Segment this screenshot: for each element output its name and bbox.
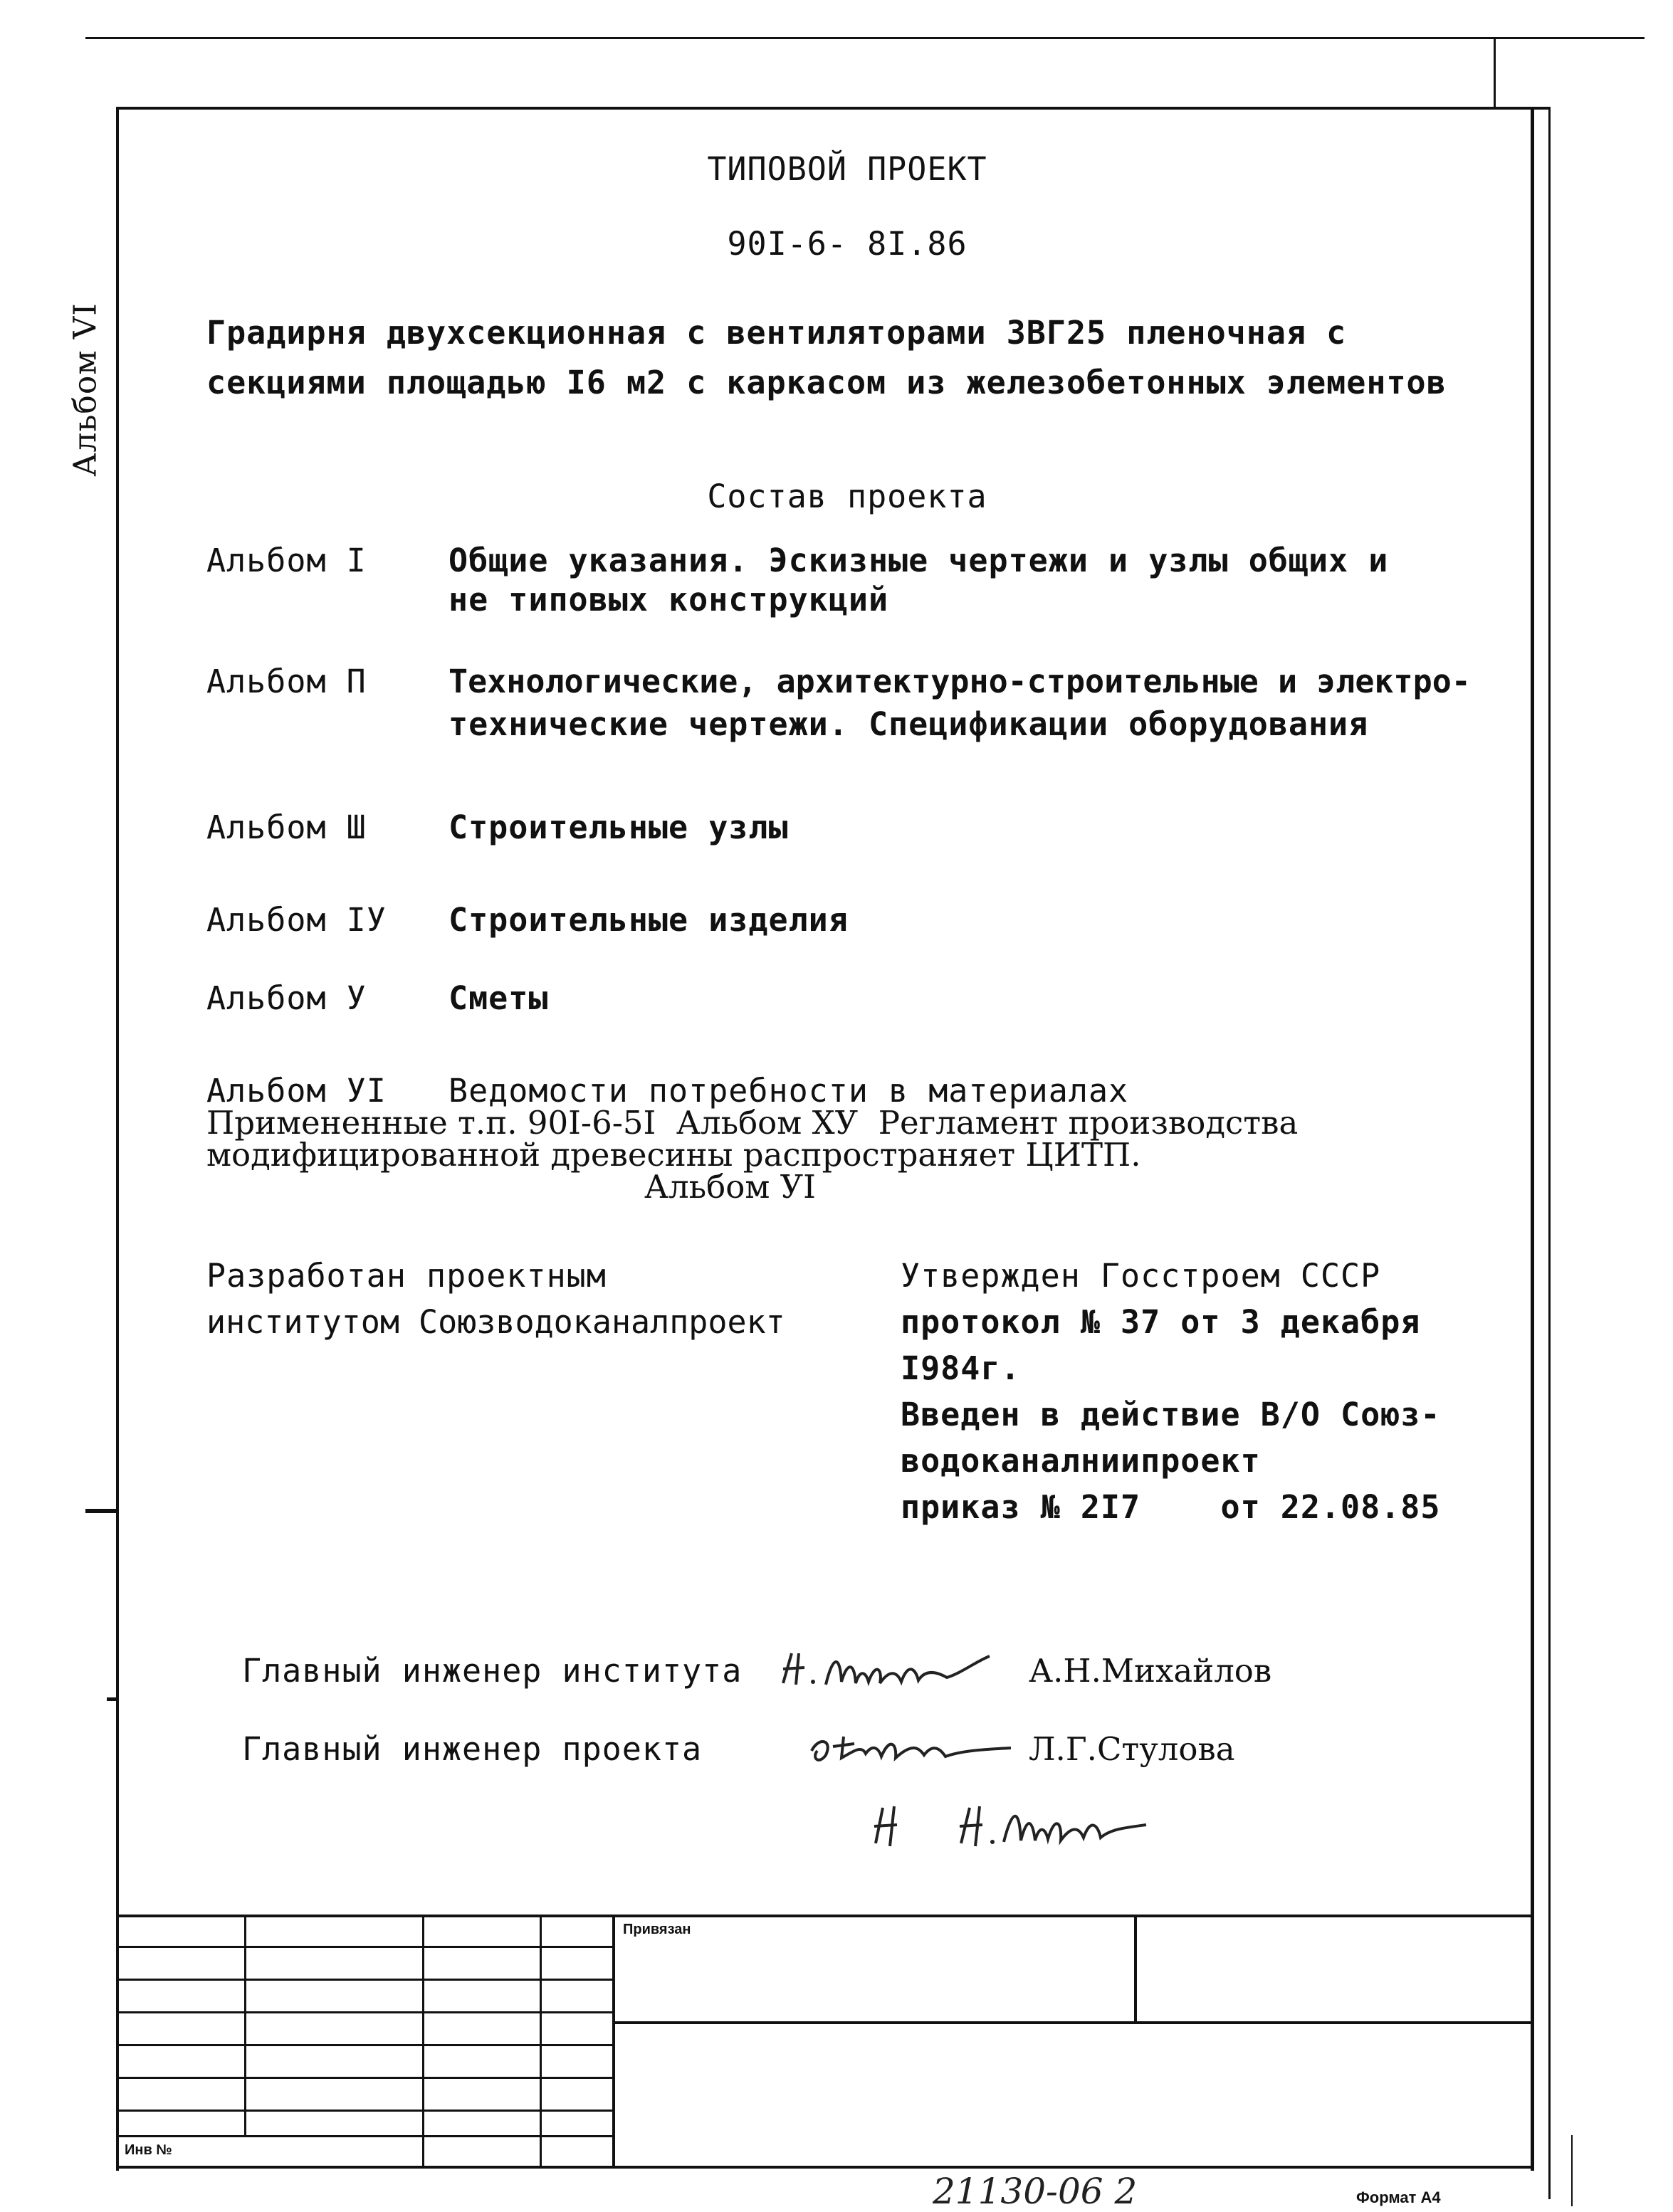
developer-line-1: Разработан проектным bbox=[206, 1257, 607, 1295]
composition-heading: Состав проекта bbox=[707, 478, 987, 515]
approval-line-4: Введен в действие В/О Союз- bbox=[901, 1396, 1441, 1433]
album-6-label: Альбом УI bbox=[206, 1072, 387, 1110]
signature-mikhailov bbox=[776, 1640, 1004, 1697]
album-1-line-1: Общие указания. Эскизные чертежи и узлы общих и bbox=[449, 542, 1389, 579]
album-2-label: Альбом П bbox=[206, 663, 367, 700]
description-line-1: Градирня двухсекционная с вентиляторами ЗВГ25 пленочная с bbox=[206, 314, 1347, 352]
album-5-line-1: Сметы bbox=[449, 979, 549, 1017]
frame-right bbox=[1531, 107, 1534, 2171]
frame-top bbox=[116, 107, 1551, 110]
margin-tick bbox=[107, 1697, 117, 1701]
album-2-line-1: Технологические, архитектурно-строительные и электро- bbox=[449, 663, 1471, 700]
project-code: 90I-6- 8I.86 bbox=[727, 225, 967, 263]
approval-line-5: водоканалниипроект bbox=[901, 1442, 1261, 1480]
approval-line-2: протокол № 37 от 3 декабря bbox=[901, 1303, 1421, 1341]
chief-project-label: Главный инженер проекта bbox=[242, 1730, 703, 1768]
chief-institute-name: А.Н.Михайлов bbox=[1029, 1652, 1272, 1690]
top-outer-line bbox=[85, 37, 1645, 39]
album-6-line-1: Ведомости потребности в материалах bbox=[449, 1072, 1129, 1110]
signature-extra bbox=[861, 1786, 1203, 1858]
developer-line-2: институтом Союзводоканалпроект bbox=[206, 1303, 785, 1341]
album-3-line-1: Строительные узлы bbox=[449, 809, 789, 846]
page-title: ТИПОВОЙ ПРОЕКТ bbox=[707, 150, 987, 188]
album-1-line-2: не типовых конструкций bbox=[449, 581, 889, 618]
stamp-privyazan-label: Привязан bbox=[623, 1922, 691, 1937]
album-4-line-1: Строительные изделия bbox=[449, 901, 849, 939]
description-line-2: секциями площадью I6 м2 с каркасом из железобетонных элементов bbox=[206, 364, 1447, 401]
note-line-3: Альбом УI bbox=[644, 1168, 816, 1206]
approval-line-6: приказ № 2I7 от 22.08.85 bbox=[901, 1488, 1441, 1526]
stamp-table bbox=[116, 1915, 1534, 2168]
frame-left bbox=[116, 107, 119, 2171]
album-1-label: Альбом I bbox=[206, 542, 367, 579]
approval-line-3: I984г. bbox=[901, 1349, 1021, 1387]
frame-right-outer bbox=[1548, 107, 1551, 2199]
note-line-2: модифицированной древесины распространяет ЦИТП. bbox=[206, 1136, 1141, 1174]
stamp-inv-label: Инв № bbox=[125, 2142, 172, 2158]
format-label: Формат А4 bbox=[1356, 2189, 1441, 2206]
approval-line-1: Утвержден Госстроем СССР bbox=[901, 1257, 1381, 1295]
margin-tick bbox=[85, 1509, 117, 1513]
album-3-label: Альбом Ш bbox=[206, 809, 367, 846]
album-2-line-2: технические чертежи. Спецификации оборудования bbox=[449, 705, 1369, 743]
album-4-label: Альбом IУ bbox=[206, 901, 387, 939]
signature-stulova bbox=[804, 1715, 1018, 1772]
far-right-edge bbox=[1571, 2135, 1573, 2206]
album-5-label: Альбом У bbox=[206, 979, 367, 1017]
note-line-1: Примененные т.п. 90I-6-5I Альбом ХУ Регламент производства bbox=[206, 1104, 1299, 1142]
document-number: 21130-06 2 bbox=[933, 2171, 1138, 2212]
chief-institute-label: Главный инженер института bbox=[242, 1652, 743, 1690]
chief-project-name: Л.Г.Стулова bbox=[1029, 1730, 1235, 1768]
top-corner-box-left bbox=[1494, 37, 1496, 108]
side-album-label: Альбом VI bbox=[67, 302, 104, 477]
